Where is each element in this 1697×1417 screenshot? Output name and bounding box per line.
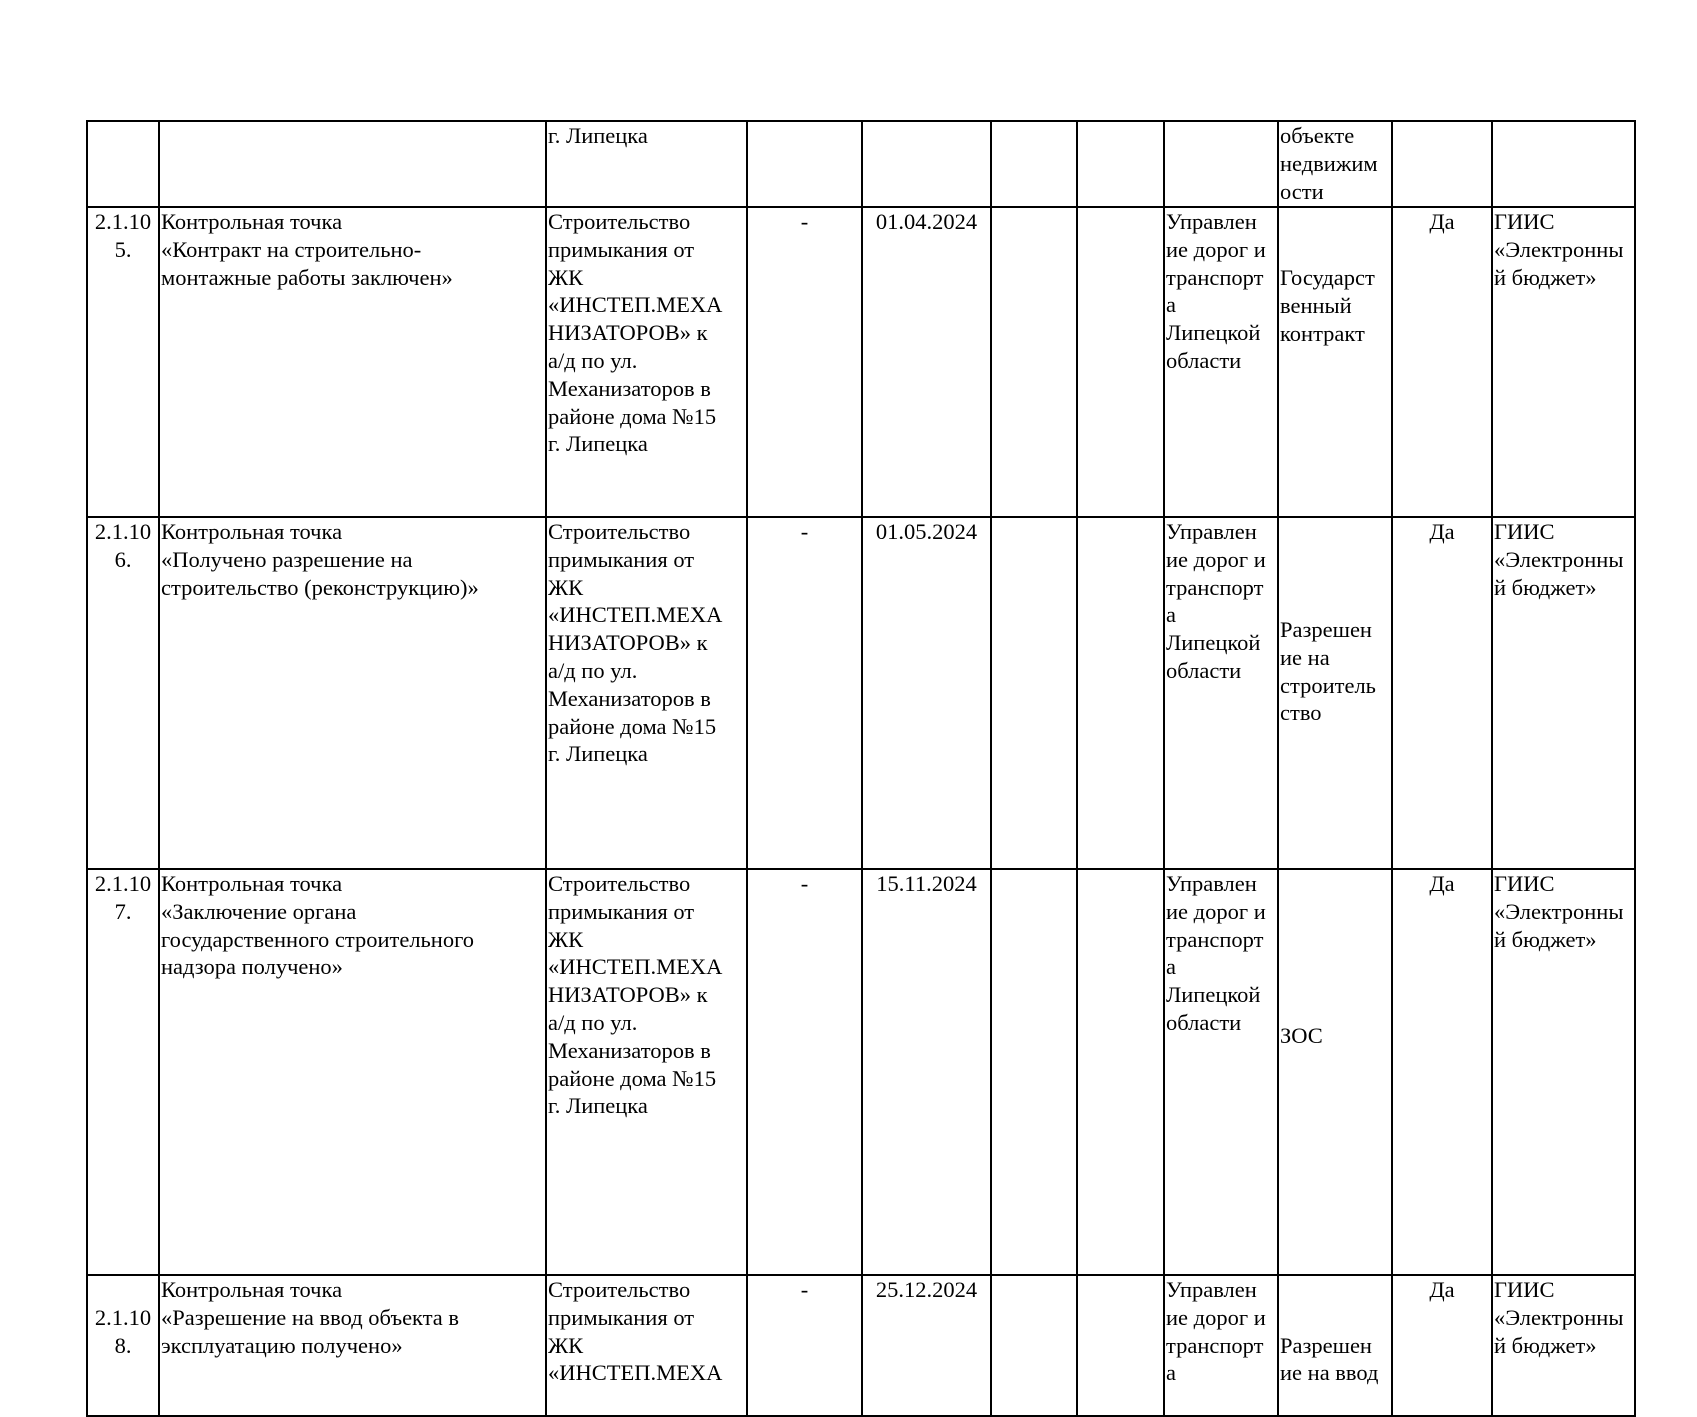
event-cell: [159, 121, 546, 207]
system-cell: ГИИС «Электронны й бюджет»: [1492, 207, 1635, 517]
approved-cell: [1392, 121, 1492, 207]
document-cell: Разрешен ие на ввод: [1278, 1275, 1392, 1416]
object-cell: Строительство примыкания от ЖК «ИНСТЕП.МЕХА НИЗАТОРОВ» к а/д по ул. Механизаторов в районе дома №15 г. Липецка: [546, 517, 747, 869]
row-number: 2.1.10 6.: [87, 517, 159, 869]
table-row: [87, 207, 1635, 517]
base-value-cell: -: [747, 869, 862, 1275]
event-cell: Контрольная точка «Контракт на строительно- монтажные работы заключен»: [159, 207, 546, 517]
approved-cell: Да: [1392, 1275, 1492, 1416]
empty-cell: [991, 869, 1077, 1275]
responsible-cell: Управлен ие дорог и транспорт а: [1164, 1275, 1278, 1416]
table-row: [87, 869, 1635, 1275]
base-value-cell: -: [747, 1275, 862, 1416]
document-cell: объекте недвижим ости: [1278, 121, 1392, 207]
base-value-cell: [747, 121, 862, 207]
date-cell: 01.05.2024: [862, 517, 991, 869]
empty-cell: [1077, 207, 1164, 517]
empty-cell: [1077, 121, 1164, 207]
base-value-cell: -: [747, 517, 862, 869]
responsible-cell: Управлен ие дорог и транспорт а Липецкой области: [1164, 517, 1278, 869]
date-cell: [862, 121, 991, 207]
responsible-cell: Управлен ие дорог и транспорт а Липецкой области: [1164, 207, 1278, 517]
empty-cell: [991, 121, 1077, 207]
event-cell: Контрольная точка «Разрешение на ввод объекта в эксплуатацию получено»: [159, 1275, 546, 1416]
base-value-cell: -: [747, 207, 862, 517]
object-cell: г. Липецка: [546, 121, 747, 207]
date-cell: 25.12.2024: [862, 1275, 991, 1416]
document-cell: Государст венный контракт: [1278, 207, 1392, 517]
empty-cell: [991, 207, 1077, 517]
table-row: [87, 1275, 1635, 1416]
system-cell: ГИИС «Электронны й бюджет»: [1492, 517, 1635, 869]
row-number: [87, 121, 159, 207]
empty-cell: [991, 517, 1077, 869]
row-number: 2.1.10 7.: [87, 869, 159, 1275]
empty-cell: [1077, 517, 1164, 869]
approved-cell: Да: [1392, 207, 1492, 517]
system-cell: [1492, 121, 1635, 207]
table-row: [87, 121, 1635, 207]
system-cell: ГИИС «Электронны й бюджет»: [1492, 869, 1635, 1275]
table-row: [87, 517, 1635, 869]
object-cell: Строительство примыкания от ЖК «ИНСТЕП.МЕХА НИЗАТОРОВ» к а/д по ул. Механизаторов в районе дома №15 г. Липецка: [546, 207, 747, 517]
document-cell: Разрешен ие на строитель ство: [1278, 517, 1392, 869]
event-cell: Контрольная точка «Заключение органа государственного строительного надзора получено»: [159, 869, 546, 1275]
row-number: 2.1.10 5.: [87, 207, 159, 517]
responsible-cell: [1164, 121, 1278, 207]
date-cell: 01.04.2024: [862, 207, 991, 517]
control-points-table: [86, 120, 1636, 1417]
object-cell: Строительство примыкания от ЖК «ИНСТЕП.МЕХА: [546, 1275, 747, 1416]
responsible-cell: Управлен ие дорог и транспорт а Липецкой области: [1164, 869, 1278, 1275]
empty-cell: [1077, 1275, 1164, 1416]
object-cell: Строительство примыкания от ЖК «ИНСТЕП.МЕХА НИЗАТОРОВ» к а/д по ул. Механизаторов в районе дома №15 г. Липецка: [546, 869, 747, 1275]
empty-cell: [991, 1275, 1077, 1416]
system-cell: ГИИС «Электронны й бюджет»: [1492, 1275, 1635, 1416]
event-cell: Контрольная точка «Получено разрешение на строительство (реконструкцию)»: [159, 517, 546, 869]
approved-cell: Да: [1392, 869, 1492, 1275]
date-cell: 15.11.2024: [862, 869, 991, 1275]
empty-cell: [1077, 869, 1164, 1275]
row-number: 2.1.10 8.: [87, 1275, 159, 1416]
approved-cell: Да: [1392, 517, 1492, 869]
document-cell: ЗОС: [1278, 869, 1392, 1275]
